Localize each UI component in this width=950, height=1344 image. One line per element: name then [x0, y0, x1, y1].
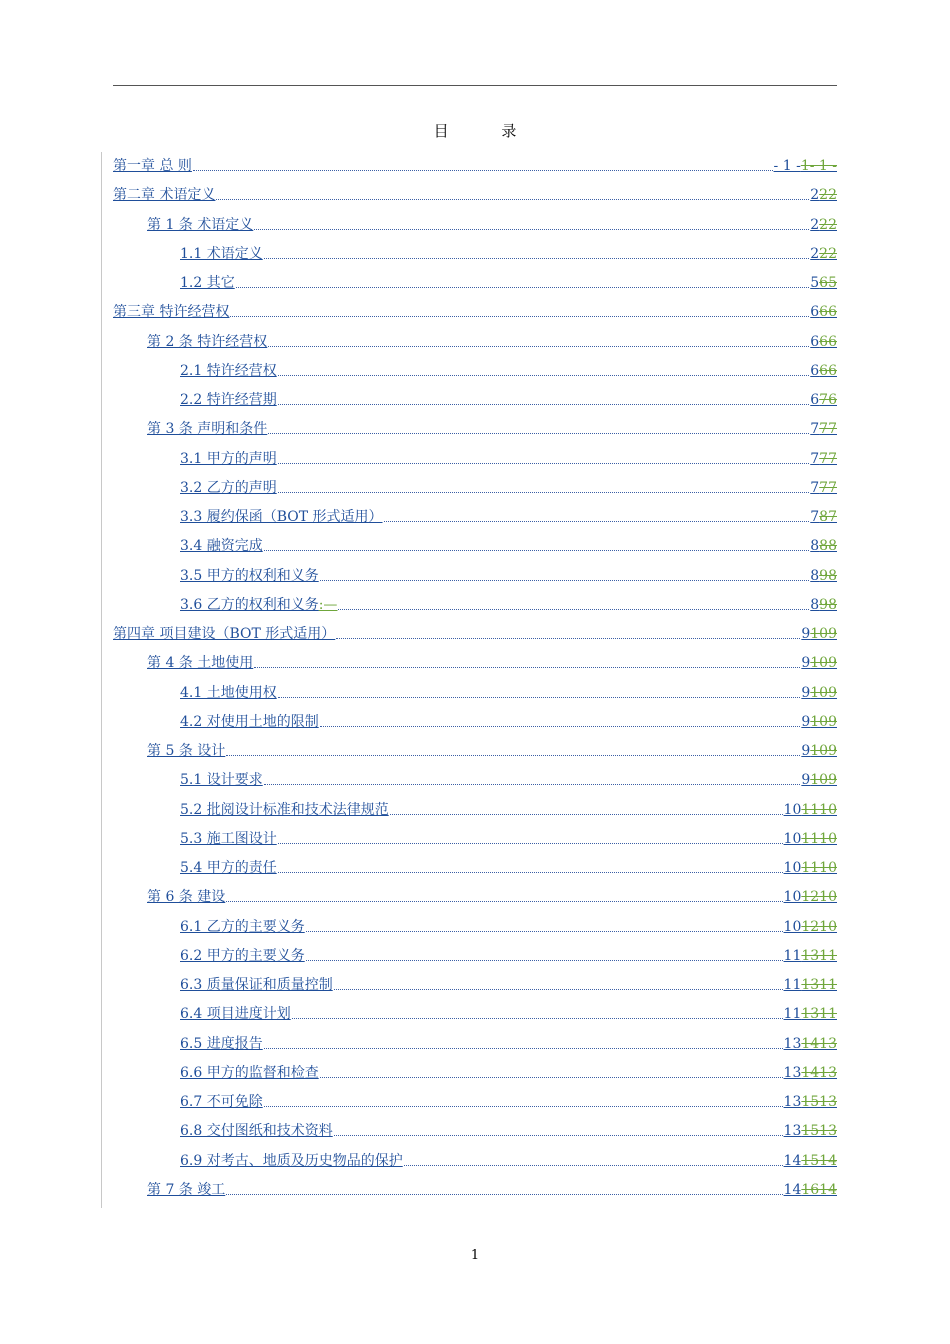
toc-page-old-deleted: 109 [810, 713, 837, 730]
toc-leader-dots [292, 1018, 783, 1019]
toc-page-old-deleted: 1413 [801, 1035, 837, 1052]
toc-entry[interactable] [180, 386, 837, 410]
toc-entry[interactable] [180, 796, 837, 820]
toc-entry-page [784, 1121, 837, 1141]
toc-page-old-deleted: 1513 [801, 1123, 837, 1140]
toc-entry-page [784, 1092, 837, 1112]
toc-page-new: 9 [801, 684, 811, 701]
toc-page-new: 7 [810, 421, 820, 438]
toc-entry-title: 第 4 条 土地使用 [147, 655, 254, 672]
toc-entry-title: 6.2 甲方的主要义务 [180, 947, 305, 964]
toc-entry[interactable] [147, 328, 837, 352]
toc-entry-page [801, 653, 837, 673]
toc-entry-title: 3.1 甲方的声明 [180, 450, 277, 467]
page-number: 1 [470, 1248, 480, 1263]
toc-leader-dots [254, 667, 800, 668]
toc-page-new: 9 [801, 743, 811, 759]
toc-page-old-deleted: 98 [819, 567, 837, 584]
toc-page-new: - 1 - [773, 158, 801, 174]
toc-entry[interactable] [180, 971, 837, 995]
toc-entry[interactable] [180, 503, 837, 527]
toc-page-new: 10 [783, 801, 802, 818]
toc-leader-dots [390, 814, 783, 815]
toc-entry[interactable] [180, 708, 837, 732]
toc-entry-title: 5.4 甲方的责任 [180, 860, 277, 876]
toc-entry-page [801, 683, 837, 703]
toc-entry-page [810, 244, 837, 264]
toc-page-old-deleted: 1- 1 - [800, 158, 837, 174]
toc-page-new: 13 [783, 1035, 802, 1052]
toc-entry-title: 第 2 条 特许经营权 [147, 333, 268, 350]
toc-leader-dots [226, 901, 782, 902]
toc-page-new: 6 [810, 304, 820, 321]
toc-entry-page [784, 887, 837, 907]
toc-entry[interactable] [147, 883, 837, 907]
toc-entry-title: 6.5 进度报告 [180, 1035, 263, 1052]
toc-page-old-deleted: 22 [819, 245, 837, 262]
toc-entry-title: 4.1 土地使用权 [180, 684, 277, 701]
toc-leader-dots [278, 872, 783, 873]
toc-page-new: 10 [783, 860, 802, 876]
toc-entry-title: 第 5 条 设计 [147, 743, 226, 759]
toc-entry-title: 6.3 质量保证和质量控制 [180, 977, 333, 993]
toc-entry[interactable] [180, 854, 837, 878]
toc-entry-title: 3.4 融资完成 [180, 538, 263, 555]
toc-page-old-deleted: 1311 [801, 1006, 837, 1023]
toc-entry[interactable] [180, 1117, 837, 1141]
toc-entry-page [810, 361, 837, 381]
toc-entry-page [810, 419, 837, 439]
toc-page-old-deleted: 1513 [801, 1094, 837, 1110]
toc-entry-insertion: :— [318, 596, 338, 613]
toc-page-old-deleted: 76 [819, 392, 837, 408]
toc-entry-page [810, 566, 837, 586]
toc-entry-page [774, 156, 837, 176]
toc-entry-title: 5.2 批阅设计标准和技术法律规范 [180, 801, 389, 818]
toc-entry[interactable] [180, 913, 837, 937]
toc-page-new: 10 [783, 830, 802, 847]
toc-leader-dots [264, 1048, 783, 1049]
toc-entry[interactable] [147, 649, 837, 673]
toc-page-old-deleted: 66 [819, 362, 837, 379]
toc-leader-dots [334, 989, 783, 990]
toc-entry-page [784, 800, 837, 820]
toc-entry-page [784, 975, 837, 995]
toc-entry[interactable] [113, 620, 837, 644]
toc-page-old-deleted: 66 [819, 304, 837, 321]
toc-entry-title: 5.1 设计要求 [180, 772, 263, 789]
toc-leader-dots [226, 755, 800, 756]
toc-page-new: 9 [801, 655, 811, 672]
toc-entry-page [784, 946, 837, 966]
toc-entry-page [810, 302, 837, 322]
toc-entry-page [784, 858, 837, 878]
toc-leader-dots [216, 199, 809, 200]
toc-leader-dots [193, 170, 773, 171]
toc-page-new: 5 [810, 275, 820, 291]
toc-entry-title: 第二章 术语定义 [113, 187, 216, 204]
toc-leader-dots [278, 843, 783, 844]
toc-page-old-deleted: 87 [819, 509, 837, 525]
toc-leader-dots [226, 1194, 782, 1195]
toc-leader-dots [254, 229, 809, 230]
toc-page-old-deleted: 66 [819, 333, 837, 350]
toc-page-new: 11 [783, 1006, 802, 1023]
toc-entry-title: 6.7 不可免除 [180, 1094, 263, 1110]
toc-entry[interactable] [180, 357, 837, 381]
toc-leader-dots [264, 784, 801, 785]
toc-entry-page [810, 185, 837, 205]
toc-entry[interactable] [113, 298, 837, 322]
toc-page-old-deleted: 109 [810, 626, 837, 642]
toc-entry[interactable] [180, 591, 837, 615]
toc-leader-dots [338, 609, 809, 610]
toc-entry-page [810, 390, 837, 410]
toc-entry-page [810, 215, 837, 235]
toc-page-old-deleted: 88 [819, 538, 837, 555]
toc-entry-page [810, 595, 837, 615]
toc-page-new: 7 [810, 450, 820, 467]
toc-entry-title: 6.4 项目进度计划 [180, 1006, 291, 1023]
toc-entry-title: 3.3 履约保函（BOT 形式适用） [180, 509, 383, 525]
toc-leader-dots [278, 375, 810, 376]
toc-page-old-deleted: 1514 [801, 1152, 837, 1169]
toc-entry[interactable] [113, 152, 837, 176]
toc-page-old-deleted: 22 [819, 216, 837, 233]
toc-entry-page [810, 536, 837, 556]
toc-entry-page [801, 770, 837, 790]
toc-entry-title: 第四章 项目建设（BOT 形式适用） [113, 626, 336, 642]
toc-leader-dots [320, 1077, 783, 1078]
toc-entry-page [810, 507, 837, 527]
toc-leader-dots [336, 638, 800, 639]
toc-entry-title: 3.5 甲方的权利和义务 [180, 567, 319, 584]
toc-page-old-deleted: 1110 [801, 801, 837, 818]
toc-entry[interactable] [113, 181, 837, 205]
toc-entry-page [784, 829, 837, 849]
toc-entry-page [810, 273, 837, 293]
toc-page-old-deleted: 109 [810, 743, 837, 759]
toc-page-new: 7 [810, 479, 820, 496]
toc-page-old-deleted: 1110 [801, 830, 837, 847]
toc-entry-title: 第三章 特许经营权 [113, 304, 230, 321]
toc-entry-title: 2.1 特许经营权 [180, 362, 277, 379]
toc-page-new: 11 [783, 947, 802, 964]
toc-entry-page [784, 917, 837, 937]
toc-leader-dots [236, 287, 810, 288]
toc-entry[interactable] [180, 1059, 837, 1083]
toc-entry-page [801, 624, 837, 644]
toc-page-new: 9 [801, 772, 811, 789]
toc-page-new: 14 [783, 1181, 802, 1198]
toc-leader-dots [264, 1106, 783, 1107]
toc-page-new: 10 [783, 918, 802, 935]
toc-page-new: 7 [810, 509, 820, 525]
toc-leader-dots [306, 960, 783, 961]
toc-page-old-deleted: 1210 [801, 918, 837, 935]
toc-page-old-deleted: 1413 [801, 1064, 837, 1081]
toc-entry-title: 3.2 乙方的声明 [180, 479, 277, 496]
toc-page-new: 9 [801, 713, 811, 730]
toc-entry[interactable] [147, 211, 837, 235]
toc-leader-dots [384, 521, 810, 522]
toc-entry-title: 1.1 术语定义 [180, 245, 263, 262]
toc-entry[interactable] [180, 679, 837, 703]
toc-entry[interactable] [180, 766, 837, 790]
toc-entry-page [810, 449, 837, 469]
toc-page-new: 2 [810, 245, 820, 262]
toc-page-old-deleted: 1210 [801, 889, 837, 906]
toc-entry[interactable] [180, 474, 837, 498]
toc-page-old-deleted: 22 [819, 187, 837, 204]
toc-leader-dots [306, 931, 783, 932]
toc-entry-title: 6.1 乙方的主要义务 [180, 918, 305, 935]
toc-entry-title: 第 3 条 声明和条件 [147, 421, 268, 438]
toc-entry-title: 3.6 乙方的权利和义务 [180, 596, 319, 613]
toc-page-new: 8 [810, 596, 820, 613]
toc-page-old-deleted: 77 [819, 450, 837, 467]
toc-page-old-deleted: 77 [819, 479, 837, 496]
toc-page-old-deleted: 1311 [801, 977, 837, 993]
toc-leader-dots [320, 580, 810, 581]
toc-entry-title: 2.2 特许经营期 [180, 392, 277, 408]
toc-page-new: 8 [810, 567, 820, 584]
toc-leader-dots [320, 726, 801, 727]
toc-entry-title: 第 1 条 术语定义 [147, 216, 254, 233]
toc-entry-title: 5.3 施工图设计 [180, 830, 277, 847]
toc-entry[interactable] [180, 269, 837, 293]
toc-entry[interactable] [180, 1088, 837, 1112]
toc-page-new: 13 [783, 1094, 802, 1110]
toc-entry[interactable] [180, 1147, 837, 1171]
toc-leader-dots [268, 346, 809, 347]
toc-entry-page [784, 1063, 837, 1083]
toc-page-old-deleted: 1614 [801, 1181, 837, 1198]
toc-page-old-deleted: 1311 [801, 947, 837, 964]
toc-entry-page [801, 712, 837, 732]
toc-leader-dots [278, 463, 810, 464]
toc-entry[interactable] [180, 1000, 837, 1024]
toc-page-new: 6 [810, 333, 820, 350]
toc-page-new: 13 [783, 1123, 802, 1140]
toc-entry-title: 1.2 其它 [180, 275, 235, 291]
toc-entry-page [784, 1004, 837, 1024]
toc-entry[interactable] [180, 825, 837, 849]
toc-page-old-deleted: 77 [819, 421, 837, 438]
toc-entry[interactable] [147, 1176, 837, 1200]
toc-leader-dots [404, 1165, 783, 1166]
toc-page-new: 13 [783, 1064, 802, 1081]
toc-leader-dots [264, 258, 810, 259]
toc-entry[interactable] [147, 737, 837, 761]
header-rule [113, 85, 837, 86]
toc-page-new: 10 [783, 889, 802, 906]
toc-leader-dots [278, 697, 801, 698]
toc-leader-dots [278, 492, 810, 493]
toc-page-new: 6 [810, 362, 820, 379]
toc-entry[interactable] [180, 562, 837, 586]
toc-page-old-deleted: 1110 [801, 860, 837, 876]
toc-page-old-deleted: 109 [810, 772, 837, 789]
toc-leader-dots [334, 1135, 783, 1136]
toc-entry-page [784, 1034, 837, 1054]
toc-entry[interactable] [180, 532, 837, 556]
toc-page-old-deleted: 109 [810, 655, 837, 672]
toc-entry-title: 6.9 对考古、地质及历史物品的保护 [180, 1152, 403, 1169]
toc-page-new: 11 [783, 977, 802, 993]
toc-entry[interactable] [180, 1030, 837, 1054]
toc-page-new: 6 [810, 392, 820, 408]
toc-entry-title: 第 7 条 竣工 [147, 1181, 226, 1198]
toc-leader-dots [230, 316, 809, 317]
toc-entry-page [784, 1180, 837, 1200]
toc-leader-dots [268, 433, 809, 434]
toc-entry[interactable] [180, 240, 837, 264]
toc-title: 目 录 [433, 122, 541, 140]
toc-page-old-deleted: 65 [819, 275, 837, 291]
toc-entry[interactable] [180, 942, 837, 966]
toc-entry-title: 6.8 交付图纸和技术资料 [180, 1123, 333, 1140]
revision-change-bar [101, 152, 102, 1208]
toc-entry[interactable] [147, 415, 837, 439]
toc-entry-page [810, 332, 837, 352]
toc-leader-dots [264, 550, 810, 551]
toc-page-new: 9 [801, 626, 811, 642]
toc-page-old-deleted: 109 [810, 684, 837, 701]
toc-entry-title: 第 6 条 建设 [147, 889, 226, 906]
toc-page-old-deleted: 98 [819, 596, 837, 613]
toc-page-new: 2 [810, 216, 820, 233]
toc-entry-page [810, 478, 837, 498]
toc-page-new: 14 [783, 1152, 802, 1169]
toc-leader-dots [278, 404, 810, 405]
toc-entry-title: 6.6 甲方的监督和检查 [180, 1064, 319, 1081]
toc-page-new: 2 [810, 187, 820, 204]
toc-entry-page [784, 1151, 837, 1171]
toc-page-new: 8 [810, 538, 820, 555]
toc-entry-page [801, 741, 837, 761]
toc-entry[interactable] [180, 445, 837, 469]
toc-entry-title: 4.2 对使用土地的限制 [180, 713, 319, 730]
toc-entry-title: 第一章 总 则 [113, 158, 192, 174]
